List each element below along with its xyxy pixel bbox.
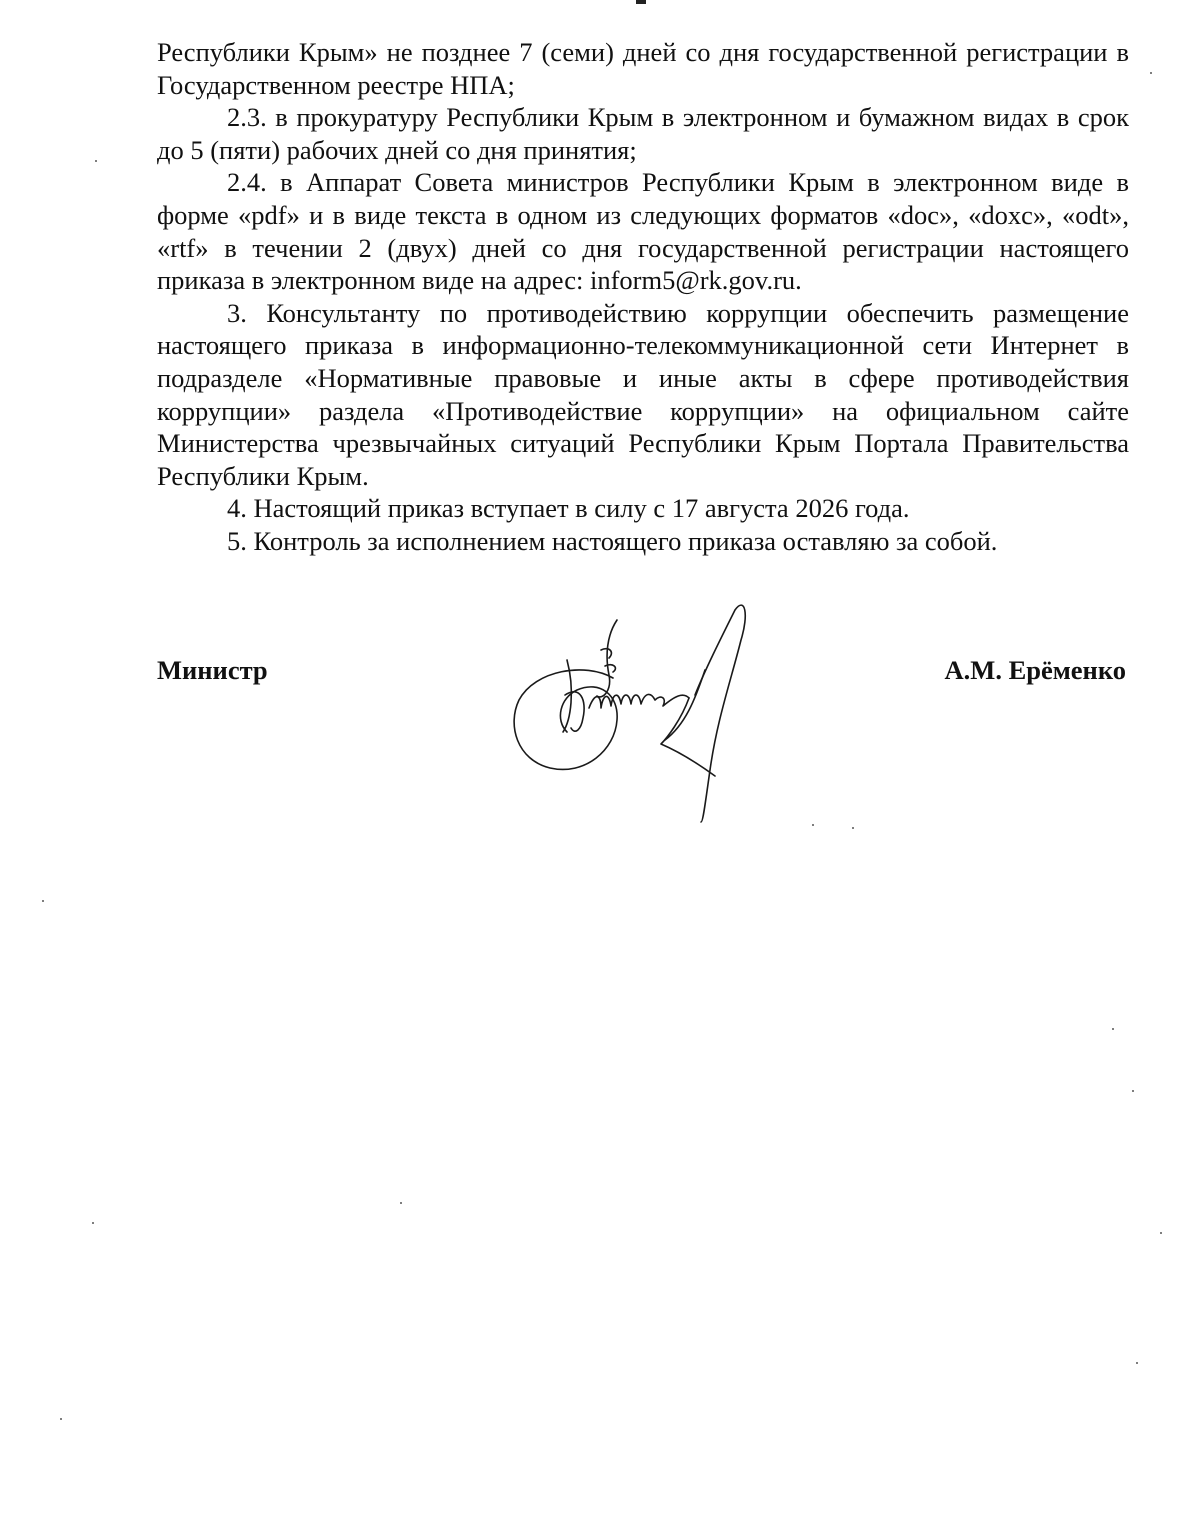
scan-speck — [400, 1202, 402, 1204]
scan-speck — [852, 827, 854, 829]
paragraph-2-3: 2.3. в прокуратуру Республики Крым в электронном и бумажном видах в срок до 5 (пяти) рабочих дней со дня принятия; — [157, 102, 1129, 165]
paragraph-2-4: 2.4. в Аппарат Совета министров Республики Крым в электронном виде в форме «pdf» и в виде текста в одном из следующих форматов «doc», «doxc», «odt», «rtf» в течении 2 (двух) дней со дня государственной регистрации настоящего приказа в электронном виде на адрес: inform5@rk.gov.ru. — [157, 167, 1129, 296]
scan-speck — [42, 900, 44, 902]
scan-speck — [95, 160, 97, 162]
scan-speck — [1136, 1362, 1138, 1364]
signatory-name: А.М. Ерёменко — [944, 655, 1126, 685]
scan-speck — [1160, 1232, 1162, 1234]
scan-speck — [812, 824, 814, 826]
handwritten-signature — [505, 600, 765, 830]
paragraph-5: 5. Контроль за исполнением настоящего приказа оставляю за собой. — [227, 525, 998, 556]
scan-speck — [1150, 72, 1152, 74]
signatory-title: Министр — [157, 655, 268, 685]
scan-speck — [1112, 1028, 1114, 1030]
scan-speck — [1132, 1090, 1134, 1092]
paragraph-2-2-continuation: Республики Крым» не позднее 7 (семи) дней со дня государственной регистрации в Государственном реестре НПА; — [157, 37, 1129, 100]
document-body — [157, 36, 1129, 558]
paragraph-4: 4. Настоящий приказ вступает в силу с 17 августа 2026 года. — [227, 493, 910, 524]
paragraph-3: 3. Консультанту по противодействию коррупции обеспечить размещение настоящего приказа в информационно-телекоммуникационной сети Интернет в подразделе «Нормативные правовые и иные акты в сфере противодействия коррупции» раздела «Противодействие коррупции» на официальном сайте Министерства чрезвычайных ситуаций Республики Крым Портала Правительства Республики Крым. — [157, 297, 1129, 491]
page-top-mark — [636, 0, 646, 4]
scan-speck — [92, 1222, 94, 1224]
scan-speck — [60, 1418, 62, 1420]
